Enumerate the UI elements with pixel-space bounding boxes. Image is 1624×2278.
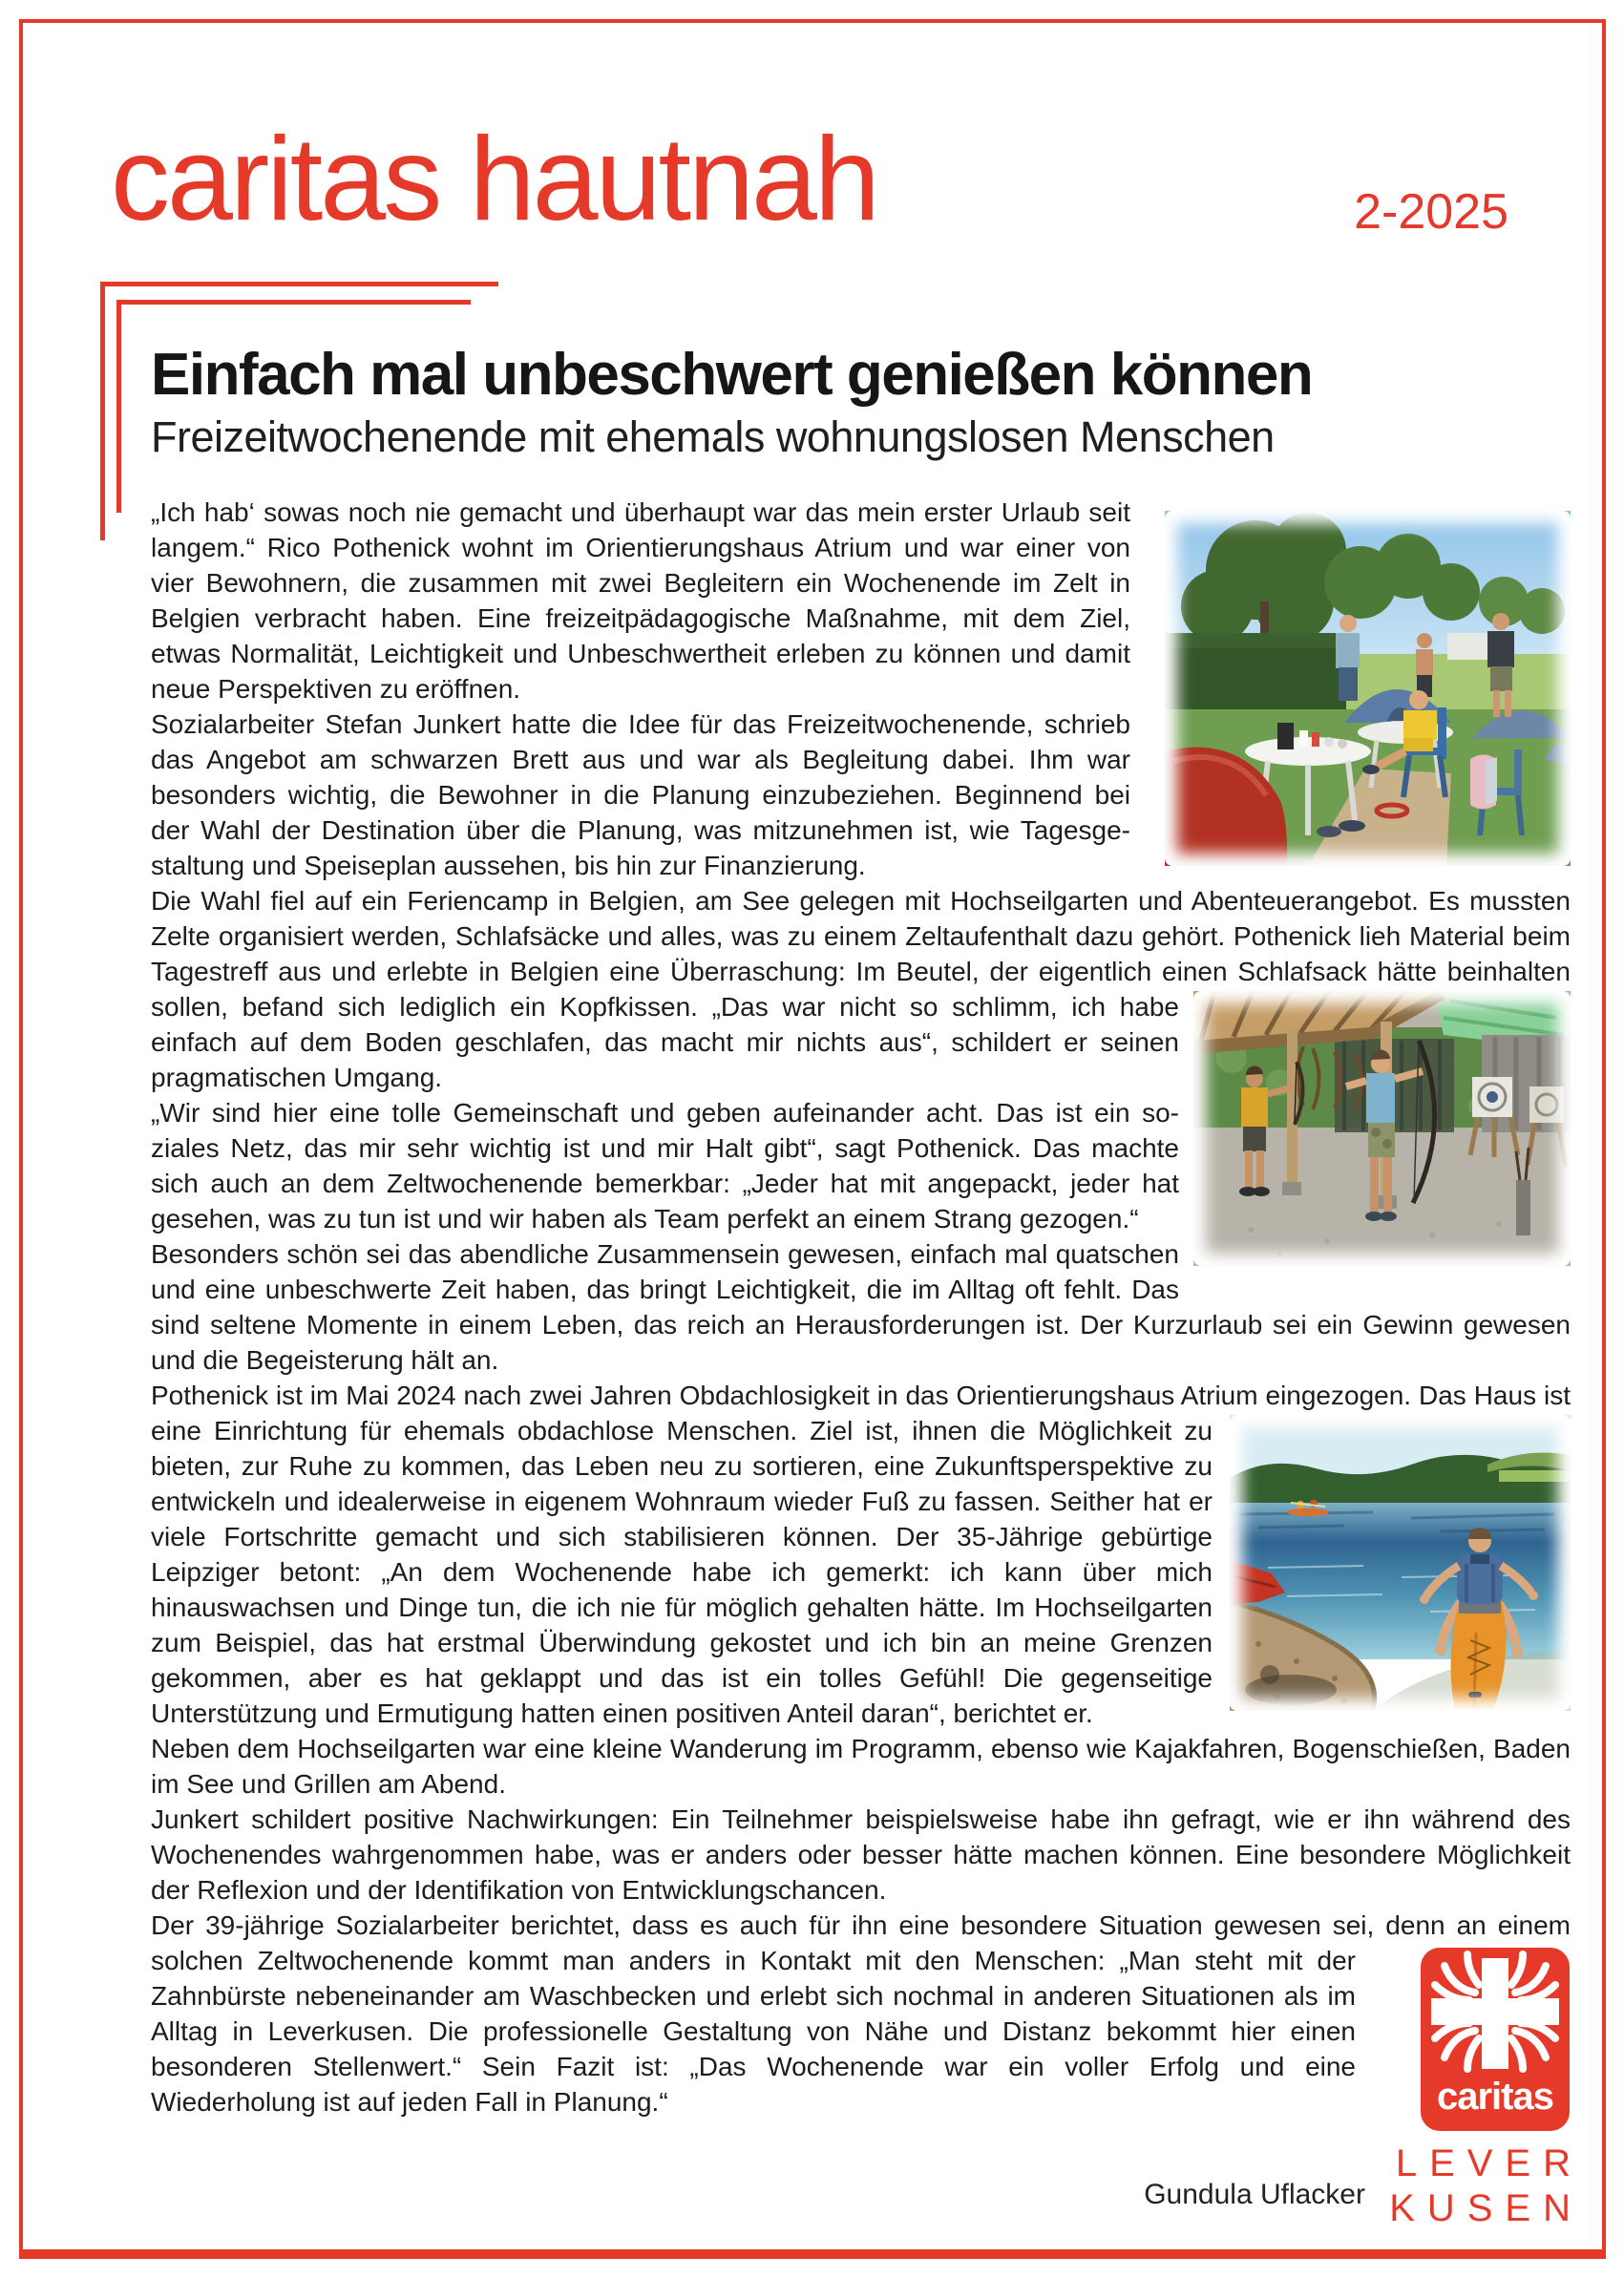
paragraph: Sozialarbeiter Stefan Junkert hatte die Idee für das Freizeitwochenende, schrieb das Angebot am schwarzen Brett aus und war als Begleitung dabei. Ihm war besonders wichtig, die Bewohner in die Planung einzubeziehen. Beginnend bei der Wahl der Destination über die Planung, was mitzunehmen ist, wie Tagesgestaltung und Speiseplan aussehen, bis hin zur Finanzierung. <box>151 709 1130 880</box>
caritas-logo <box>1375 1947 1583 2231</box>
paragraph-text: Haus ist eine Einrichtung für ehemals obdachlose Menschen. Ziel ist, ihnen die Möglichkeit zu bieten, zur Ruhe zu kommen, das Leben neu zu sortieren, eine Zukunftsperspektive zu entwickeln und idealerweise in eigenem Wohnraum wieder Fuß zu fassen. Seither hat er viele Fortschritte gemacht und sich stabilisieren können. Der 35-Jährige gebürtige Leipziger betont: „An dem Wochenende habe ich gemerkt: ich kann über mich hinauswachsen und Dinge tun, die ich nie für möglich gehalten hätte. Im Hochseilgarten zum Beispiel, das hat erstmal Überwindung gekostet und ich bin an meine Grenzen gekommen, aber es hat geklappt und das ist ein tolles Gefühl! Die gegenseitige Unterstützung und Ermutigung hatten einen positiven Anteil daran“, berichtet er. <box>151 1381 1571 1728</box>
region-line: LEVER <box>1395 2142 1583 2184</box>
article-headline: Einfach mal unbeschwert genießen können <box>151 342 1313 408</box>
paragraph-text: Pothenick ist im Mai 2024 nach zwei Jahren Obdachlosigkeit in das Orientierungshaus Atrium eingezogen. Das <box>151 1381 1474 1410</box>
article-subheadline: Freizeitwochenende mit ehemals wohnungslosen Menschen <box>151 412 1275 461</box>
paragraph-text: Die Wahl fiel auf ein Feriencamp in Belgien, am See gelegen mit Hochseilgarten und Abenteuerangebot. Es mussten Zelte organisiert werden, Schlafsäcke und alles, was zu einem Zeltaufenthalt dazu gehört. Pothenick lieh Material beim Tagestreff aus und erlebte in Belgien eine Überraschung: Im Beutel, der eigentlich einen <box>151 886 1571 986</box>
paragraph <box>151 1378 1571 1731</box>
paragraph: Besonders schön sei das abendliche Zusammensein gewesen, einfach mal quatschen und eine unbeschwerte Zeit haben, das bringt Leichtigkeit, die im Alltag oft fehlt. Das sind seltene Momente in einem Leben, das reich an Herausforderungen ist. Der Kurzurlaub sei ein Gewinn gewesen und die Begeisterung hält an. <box>151 1239 1571 1375</box>
headline-block <box>151 344 1573 462</box>
issue-number: 2-2025 <box>1354 184 1508 240</box>
paragraph-text: Der 39-jährige Sozialarbeiter berichtet, dass es auch für ihn eine besondere Situation gewesen sei, denn an einem solchen Zeltwochenende kommt man anders in Kontakt mit den Menschen: „Man <box>151 1910 1571 1975</box>
caritas-wordmark: caritas <box>1437 2076 1553 2118</box>
article-body <box>151 495 1583 2231</box>
paragraph <box>151 883 1571 1095</box>
camping-photo <box>1165 511 1571 866</box>
page-border-bottom-bar <box>19 2249 1606 2259</box>
paragraph-text: steht mit der Zahnbürste nebeneinander am Waschbecken und erlebt sich nochmal in anderen Situationen als im Alltag in Leverkusen. Die professionelle Gestaltung von Nähe und Distanz bekommt hier einen besonderen Stellenwert.“ Sein Fazit ist: „Das Wochenende war ein voller Erfolg und eine Wiederholung ist auf jeden Fall in Planung.“ <box>151 1946 1356 2117</box>
page-border-top <box>19 19 1606 23</box>
paragraph-text: Schlafsack hätte beinhalten sollen, befand sich lediglich ein Kopfkissen. „Das war nicht so schlimm, ich habe einfach auf dem Boden geschlafen, das macht mir nichts aus“, schildert er seinen pragmatischen Umgang. <box>151 957 1571 1092</box>
archery-photo <box>1193 991 1571 1266</box>
author-credit: Gundula Uflacker <box>1144 2179 1365 2210</box>
region-line: KUSEN <box>1389 2187 1583 2229</box>
paragraph-text: „Ich hab‘ sowas noch nie gemacht und überhaupt war das mein erster Urlaub seit langem.“ Rico Pothenick wohnt im Orientierungshaus Atrium und war einer von vier Bewohnern, die zusammen mit zwei Begleitern ein Wochenende im Zelt in Belgien verbracht haben. Eine freizeitpädagogische Maßnahme, mit dem Ziel, etwas Normalität, Leichtigkeit und Unbeschwertheit erleben zu können und damit neue Perspektiven zu eröffnen. <box>151 497 1130 704</box>
lake-photo <box>1230 1415 1571 1711</box>
paragraph: Neben dem Hochseilgarten war eine kleine Wanderung im Programm, ebenso wie Kajakfahren, Bogenschießen, Baden im See und Grillen am Abend. <box>151 1734 1571 1799</box>
caritas-region-name <box>1389 2141 1583 2231</box>
masthead-title: caritas hautnah <box>111 114 877 245</box>
paragraph <box>151 495 1571 707</box>
paragraph: „Wir sind hier eine tolle Gemeinschaft und geben aufeinander acht. Das ist ein soziales Netz, das mir sehr wichtig ist und mir Halt gibt“, sagt Pothenick. Das machte sich auch an dem Zeltwochenende bemerkbar: „Jeder hat mit angepackt, jeder hat gesehen, was zu tun ist und wir haben als Team perfekt an einem Strang gezogen.“ <box>151 1098 1179 1234</box>
page-border-right <box>1602 19 1606 2259</box>
paragraph: Junkert schildert positive Nachwirkungen: Ein Teilnehmer beispielsweise habe ihn gefragt, wie er ihn während des Wochenendes wahrgenommen habe, was er anders oder besser hätte machen können. Eine besondere Möglichkeit der Reflexion und der Identifikation von Entwicklungschancen. <box>151 1804 1571 1905</box>
caritas-flame-cross-icon <box>1420 1947 1571 2132</box>
page-border-left <box>19 19 23 2259</box>
